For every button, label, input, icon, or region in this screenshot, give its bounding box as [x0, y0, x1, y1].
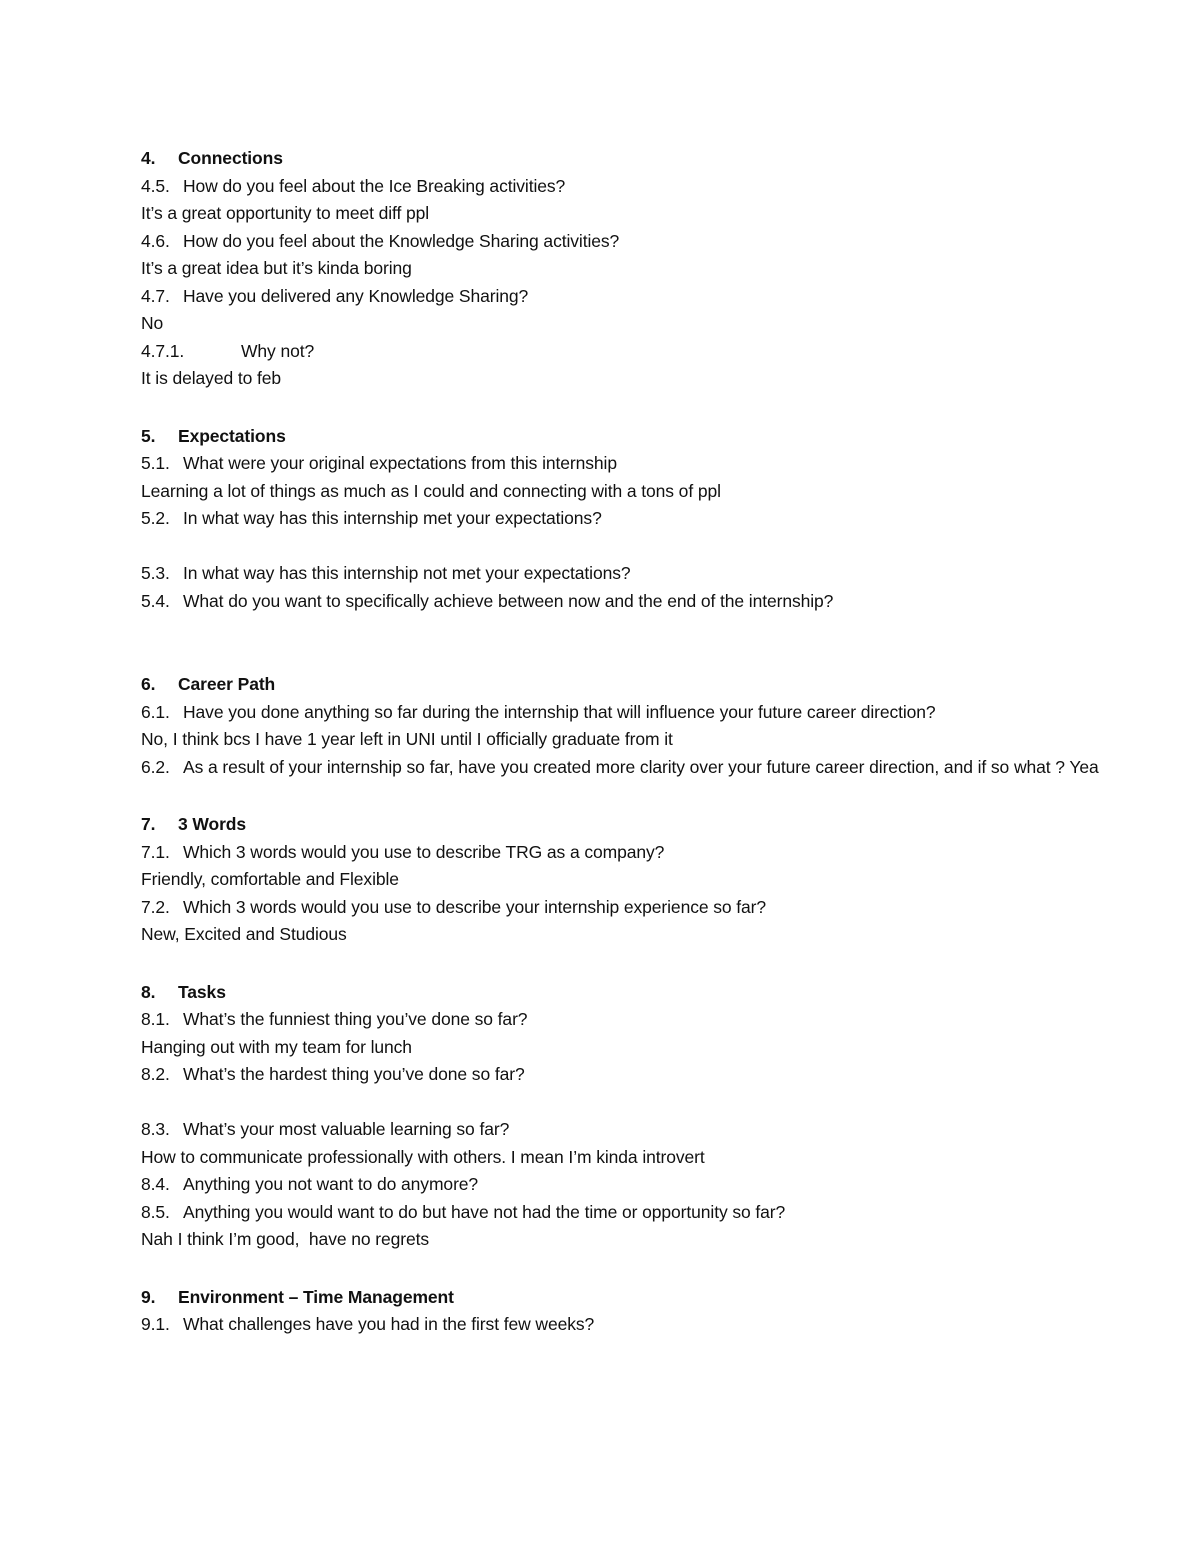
- question-text: What’s the hardest thing you’ve done so far?: [183, 1064, 525, 1084]
- question-number: 6.2.: [141, 756, 170, 777]
- question: [141, 588, 1193, 616]
- blank-answer: [141, 1089, 1193, 1117]
- question-number: 8.1.: [141, 1009, 170, 1029]
- section-number: 8.: [141, 981, 156, 1002]
- question-number: 8.2.: [141, 1064, 170, 1084]
- question-number: 8.3.: [141, 1119, 170, 1139]
- question: [141, 505, 1193, 533]
- answer: Hanging out with my team for lunch: [141, 1036, 412, 1057]
- question-number: 9.1.: [141, 1314, 170, 1334]
- section-number: 4.: [141, 148, 156, 168]
- question-text: In what way has this internship not met your expectations?: [183, 563, 631, 583]
- question-number: 6.1.: [141, 701, 170, 722]
- answer: Nah I think I’m good, have no regrets: [141, 1229, 430, 1249]
- answer: It’s a great opportunity to meet diff ppl: [141, 203, 430, 223]
- question-number: 4.7.: [141, 285, 170, 306]
- question-text: How do you feel about the Knowledge Sharing activities?: [183, 230, 620, 251]
- section-title: Environment – Time Management: [178, 1286, 454, 1307]
- question-number: 8.5.: [141, 1201, 170, 1222]
- question: [141, 1061, 1193, 1089]
- question-text: Which 3 words would you use to describe TRG as a company?: [183, 841, 665, 862]
- section-number: 6.: [141, 674, 156, 694]
- question-text: As a result of your internship so far, have you created more clarity over your future career direction, and if so what ? Yea: [183, 756, 1099, 777]
- section-number: 5.: [141, 425, 156, 446]
- answer: No, I think bcs I have 1 year left in UNI until I officially graduate from it: [141, 729, 673, 749]
- question-text: In what way has this internship met your expectations?: [183, 508, 602, 528]
- answer: Learning a lot of things as much as I could and connecting with a tons of ppl: [141, 480, 721, 501]
- section-title: 3 Words: [178, 814, 247, 834]
- question: [141, 699, 1193, 727]
- question: [141, 560, 1193, 588]
- document-body: [141, 145, 1193, 1339]
- question: [141, 1311, 1193, 1339]
- question: [141, 173, 1193, 201]
- question-text: What’s the funniest thing you’ve done so far?: [183, 1009, 528, 1029]
- question: [141, 1171, 1193, 1199]
- question-number: 5.2.: [141, 508, 170, 528]
- blank-answer: [141, 533, 1193, 561]
- section-heading: [141, 1284, 1193, 1312]
- question-number: 4.5.: [141, 175, 170, 196]
- section-heading: [141, 979, 1193, 1007]
- question-text: How do you feel about the Ice Breaking activities?: [183, 175, 566, 196]
- question-text: What challenges have you had in the first few weeks?: [183, 1314, 595, 1334]
- section-heading: [141, 423, 1193, 451]
- question-text: Have you done anything so far during the internship that will influence your future career direction?: [183, 701, 936, 722]
- question-number: 5.3.: [141, 563, 170, 583]
- question: [141, 228, 1193, 256]
- section-title: Tasks: [178, 981, 226, 1002]
- question-text: What’s your most valuable learning so far?: [183, 1119, 510, 1139]
- section-title: Career Path: [178, 674, 276, 694]
- question-text: Why not?: [241, 340, 315, 361]
- question-number: 5.4.: [141, 590, 170, 611]
- question-text: What were your original expectations from this internship: [183, 453, 617, 473]
- question: [141, 1006, 1193, 1034]
- answer: It’s a great idea but it’s kinda boring: [141, 258, 412, 278]
- blank-space: [141, 615, 1193, 671]
- question-text: Anything you would want to do but have not had the time or opportunity so far?: [183, 1201, 786, 1222]
- question: [141, 283, 1193, 311]
- question-number: 7.1.: [141, 841, 170, 862]
- question-number: 7.2.: [141, 896, 170, 917]
- question: [141, 754, 1193, 782]
- answer: Friendly, comfortable and Flexible: [141, 869, 399, 889]
- answer: New, Excited and Studious: [141, 924, 347, 944]
- question-text: Have you delivered any Knowledge Sharing?: [183, 285, 529, 306]
- answer: How to communicate professionally with others. I mean I’m kinda introvert: [141, 1146, 705, 1167]
- question-text: Which 3 words would you use to describe your internship experience so far?: [183, 896, 767, 917]
- question-number: 5.1.: [141, 453, 170, 473]
- question: [141, 894, 1193, 922]
- section-heading: [141, 671, 1193, 699]
- answer: It is delayed to feb: [141, 368, 282, 388]
- question-text: Anything you not want to do anymore?: [183, 1174, 479, 1194]
- question: [141, 839, 1193, 867]
- answer: No: [141, 313, 164, 333]
- question-number: 4.6.: [141, 230, 170, 251]
- section-heading: [141, 145, 1193, 173]
- section-title: Expectations: [178, 425, 286, 446]
- question: [141, 450, 1193, 478]
- section-number: 7.: [141, 814, 156, 834]
- section-heading: [141, 811, 1193, 839]
- question: [141, 338, 1193, 366]
- section-title: Connections: [178, 148, 283, 168]
- section-number: 9.: [141, 1286, 156, 1307]
- question-text: What do you want to specifically achieve between now and the end of the internship?: [183, 590, 834, 611]
- question-number: 8.4.: [141, 1174, 170, 1194]
- question: [141, 1199, 1193, 1227]
- question: [141, 1116, 1193, 1144]
- question-number: 4.7.1.: [141, 340, 185, 361]
